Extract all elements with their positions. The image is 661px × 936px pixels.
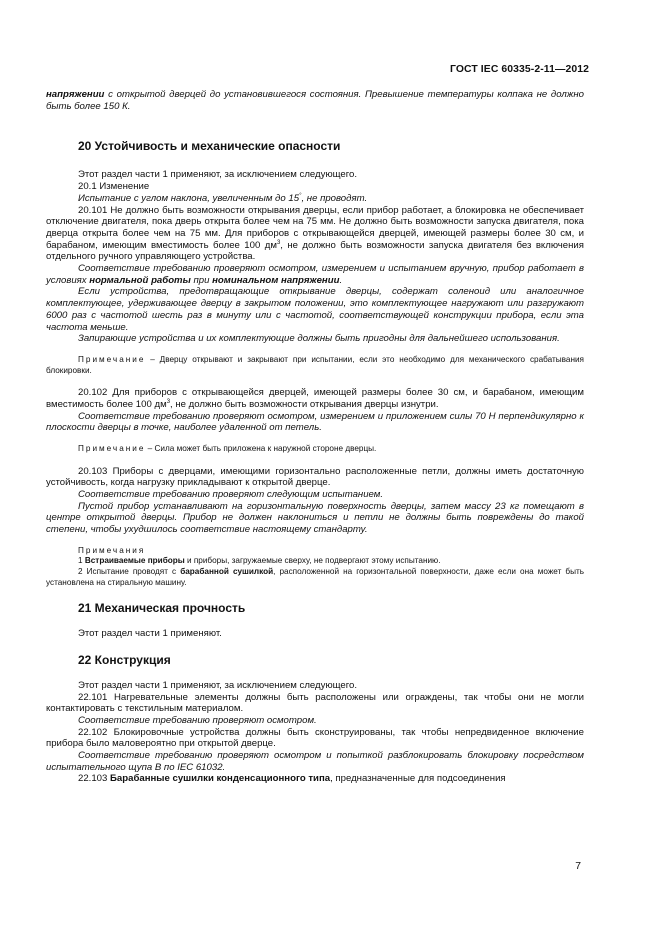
document-body xyxy=(46,89,584,785)
clause-20-103-compliance: Соответствие требованию проверяют следующим испытанием. xyxy=(78,488,384,500)
clause-22-103: 22.103 Барабанные сушилки конденсационного типа, предназначенные для подсоединения xyxy=(78,773,506,785)
section-20-title: 20 Устойчивость и механические опасности xyxy=(78,139,341,154)
section-21-intro: Этот раздел части 1 применяют. xyxy=(78,628,222,640)
clause-20-101-locks: Запирающие устройства и их комплектующие должны быть пригодны для дальнейшего использования. xyxy=(78,333,560,345)
section-22-title: 22 Конструкция xyxy=(78,652,171,667)
section-21-title: 21 Механическая прочность xyxy=(78,601,246,616)
clause-20-1-test: Испытание с углом наклона, увеличенным до 15°, не проводят. xyxy=(78,192,368,204)
clause-22-101-compliance: Соответствие требованию проверяют осмотром. xyxy=(78,714,317,726)
clause-20-103: 20.103 Приборы с дверцами, имеющими горизонтально расположенные петли, должны иметь достаточную устойчивость, когда нагрузку прикладывают к открытой дверце. xyxy=(46,465,584,489)
paragraph-continued: напряжении с открытой дверцей до установившегося состояния. Превышение температуры колпака не должно быть более 150 К. xyxy=(46,89,584,112)
note-2: 2 Испытание проводят с барабанной сушилкой, расположенной на горизонтальной поверхности, даже если она может быть установлена на стиральную машину. xyxy=(46,566,584,587)
clause-20-1: 20.1 Изменение xyxy=(78,181,150,193)
clause-22-101: 22.101 Нагревательные элементы должны быть расположены или ограждены, так чтобы они не могли контактировать с текстильным материалом. xyxy=(46,691,584,715)
section-20-intro: Этот раздел части 1 применяют, за исключением следующего. xyxy=(78,169,358,181)
clause-20-103-test: Пустой прибор устанавливают на горизонтальную поверхность дверцы, затем массу 23 кг помещают в центре открытой дверцы. Прибор не должен наклониться и петли не должны быть повреждены до такой степени, чтобы ухудшилось соответствие настоящему стандарту. xyxy=(46,500,584,536)
note-20-102: Примечание – Сила может быть приложена к наружной стороне дверцы. xyxy=(78,443,377,453)
notes-label: Примечания xyxy=(78,545,146,555)
clause-20-102: 20.102 Для приборов с открывающейся дверцей, имеющей размеры более 30 см, и барабаном, имеющим вместимость более 100 $дм^3$, не должно быть возможности открывания дверцы изнутри. xyxy=(46,387,584,410)
clause-22-102: 22.102 Блокировочные устройства должны быть сконструированы, так чтобы непредвиденное включение прибора было маловероятно при открытой дверце. xyxy=(46,726,584,750)
section-22-intro: Этот раздел части 1 применяют, за исключением следующего. xyxy=(78,679,358,691)
note-20-101: Примечание – Дверцу открывают и закрывают при испытании, если это необходимо для механического срабатывания блокировки. xyxy=(46,354,584,375)
clause-22-102-compliance: Соответствие требованию проверяют осмотром и попыткой разблокировать блокировку посредством испытательного щупа В по IEC 61032. xyxy=(46,750,584,773)
clause-20-102-compliance: Соответствие требованию проверяют осмотром, измерением и приложением силы 70 Н перпендикулярно к плоскости дверцы в точке, наиболее удаленной от петель. xyxy=(46,410,584,434)
note-1: 1 Встраиваемые приборы и приборы, загружаемые сверху, не подвергают этому испытанию. xyxy=(78,556,441,566)
clause-20-101: 20.101 Не должно быть возможности открывания дверцы, если прибор работает, а блокировка не обеспечивает отключение двигателя, пока дверь открыта более чем на 75 мм. Не должно быть возможности запуска двигателя, пока дверца открыта более чем на 75 мм. Для приборов с открывающейся дверцей, имеющей размеры более 30 см, и барабаном, имеющим вместимость более 100 $дм^3$, не должно быть возможности запуска двигателя без включения отдельного ручного управляющего устройства. xyxy=(46,204,584,263)
standard-header: ГОСТ IEC 60335-2-11—2012 xyxy=(449,64,589,75)
page-number: 7 xyxy=(575,861,581,872)
clause-20-101-compliance: Соответствие требованию проверяют осмотром, измерением и испытанием вручную, прибор работает в условиях нормальной работы при номинальном напряжении. xyxy=(46,263,584,286)
clause-20-101-devices: Если устройства, предотвращающие открывание дверцы, содержат соленоид или аналогичное комплектующее, удерживающее дверцу в закрытом положении, это комплектующее нагружают или разгружают 6000 раз с частотой шесть раз в минуту или с частотой, соответствующей конструкции прибора, если эта частота меньше. xyxy=(46,286,584,333)
